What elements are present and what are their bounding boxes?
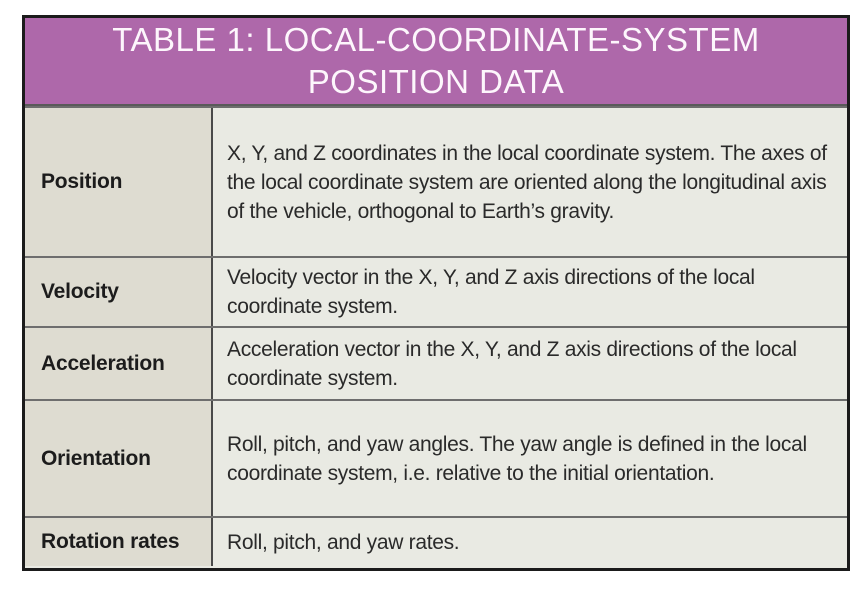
table-row-orientation [25,399,847,516]
row-label-cell [25,108,213,256]
row-description-cell [213,108,847,256]
row-description: Velocity vector in the X, Y, and Z axis directions of the local coordinate system. [227,266,755,318]
row-description-cell [213,518,847,566]
row-description: Roll, pitch, and yaw angles. The yaw angle is defined in the local coordinate system, i.e. relative to the initial orientation. [227,432,807,485]
row-label: Position [41,170,123,193]
row-label-cell [25,258,213,326]
row-label-cell [25,401,213,516]
row-label: Acceleration [41,351,165,375]
row-label: Orientation [41,446,151,470]
row-label-cell [25,328,213,399]
row-description: X, Y, and Z coordinates in the local coordinate system. The axes of the local coordinate system are oriented along the longitudinal axis of the vehicle, orthogonal to Earth’s gravity. [227,141,827,223]
table-row-rotation-rates [25,516,847,566]
table-row-velocity [25,256,847,326]
row-label-cell [25,518,213,566]
row-description: Acceleration vector in the X, Y, and Z axis directions of the local coordinate system. [227,337,797,390]
table-row-position [25,106,847,256]
row-description: Roll, pitch, and yaw rates. [227,530,460,554]
table-title-line-2: POSITION DATA [307,63,565,100]
table-header [25,18,847,106]
position-data-table [22,15,850,571]
row-description-cell [213,401,847,516]
row-label: Rotation rates [41,530,180,553]
row-description-cell [213,258,847,326]
row-label: Velocity [41,280,119,303]
row-description-cell [213,328,847,399]
table-row-acceleration [25,326,847,399]
table-title-line-1: TABLE 1: LOCAL-COORDINATE-SYSTEM [112,21,760,58]
